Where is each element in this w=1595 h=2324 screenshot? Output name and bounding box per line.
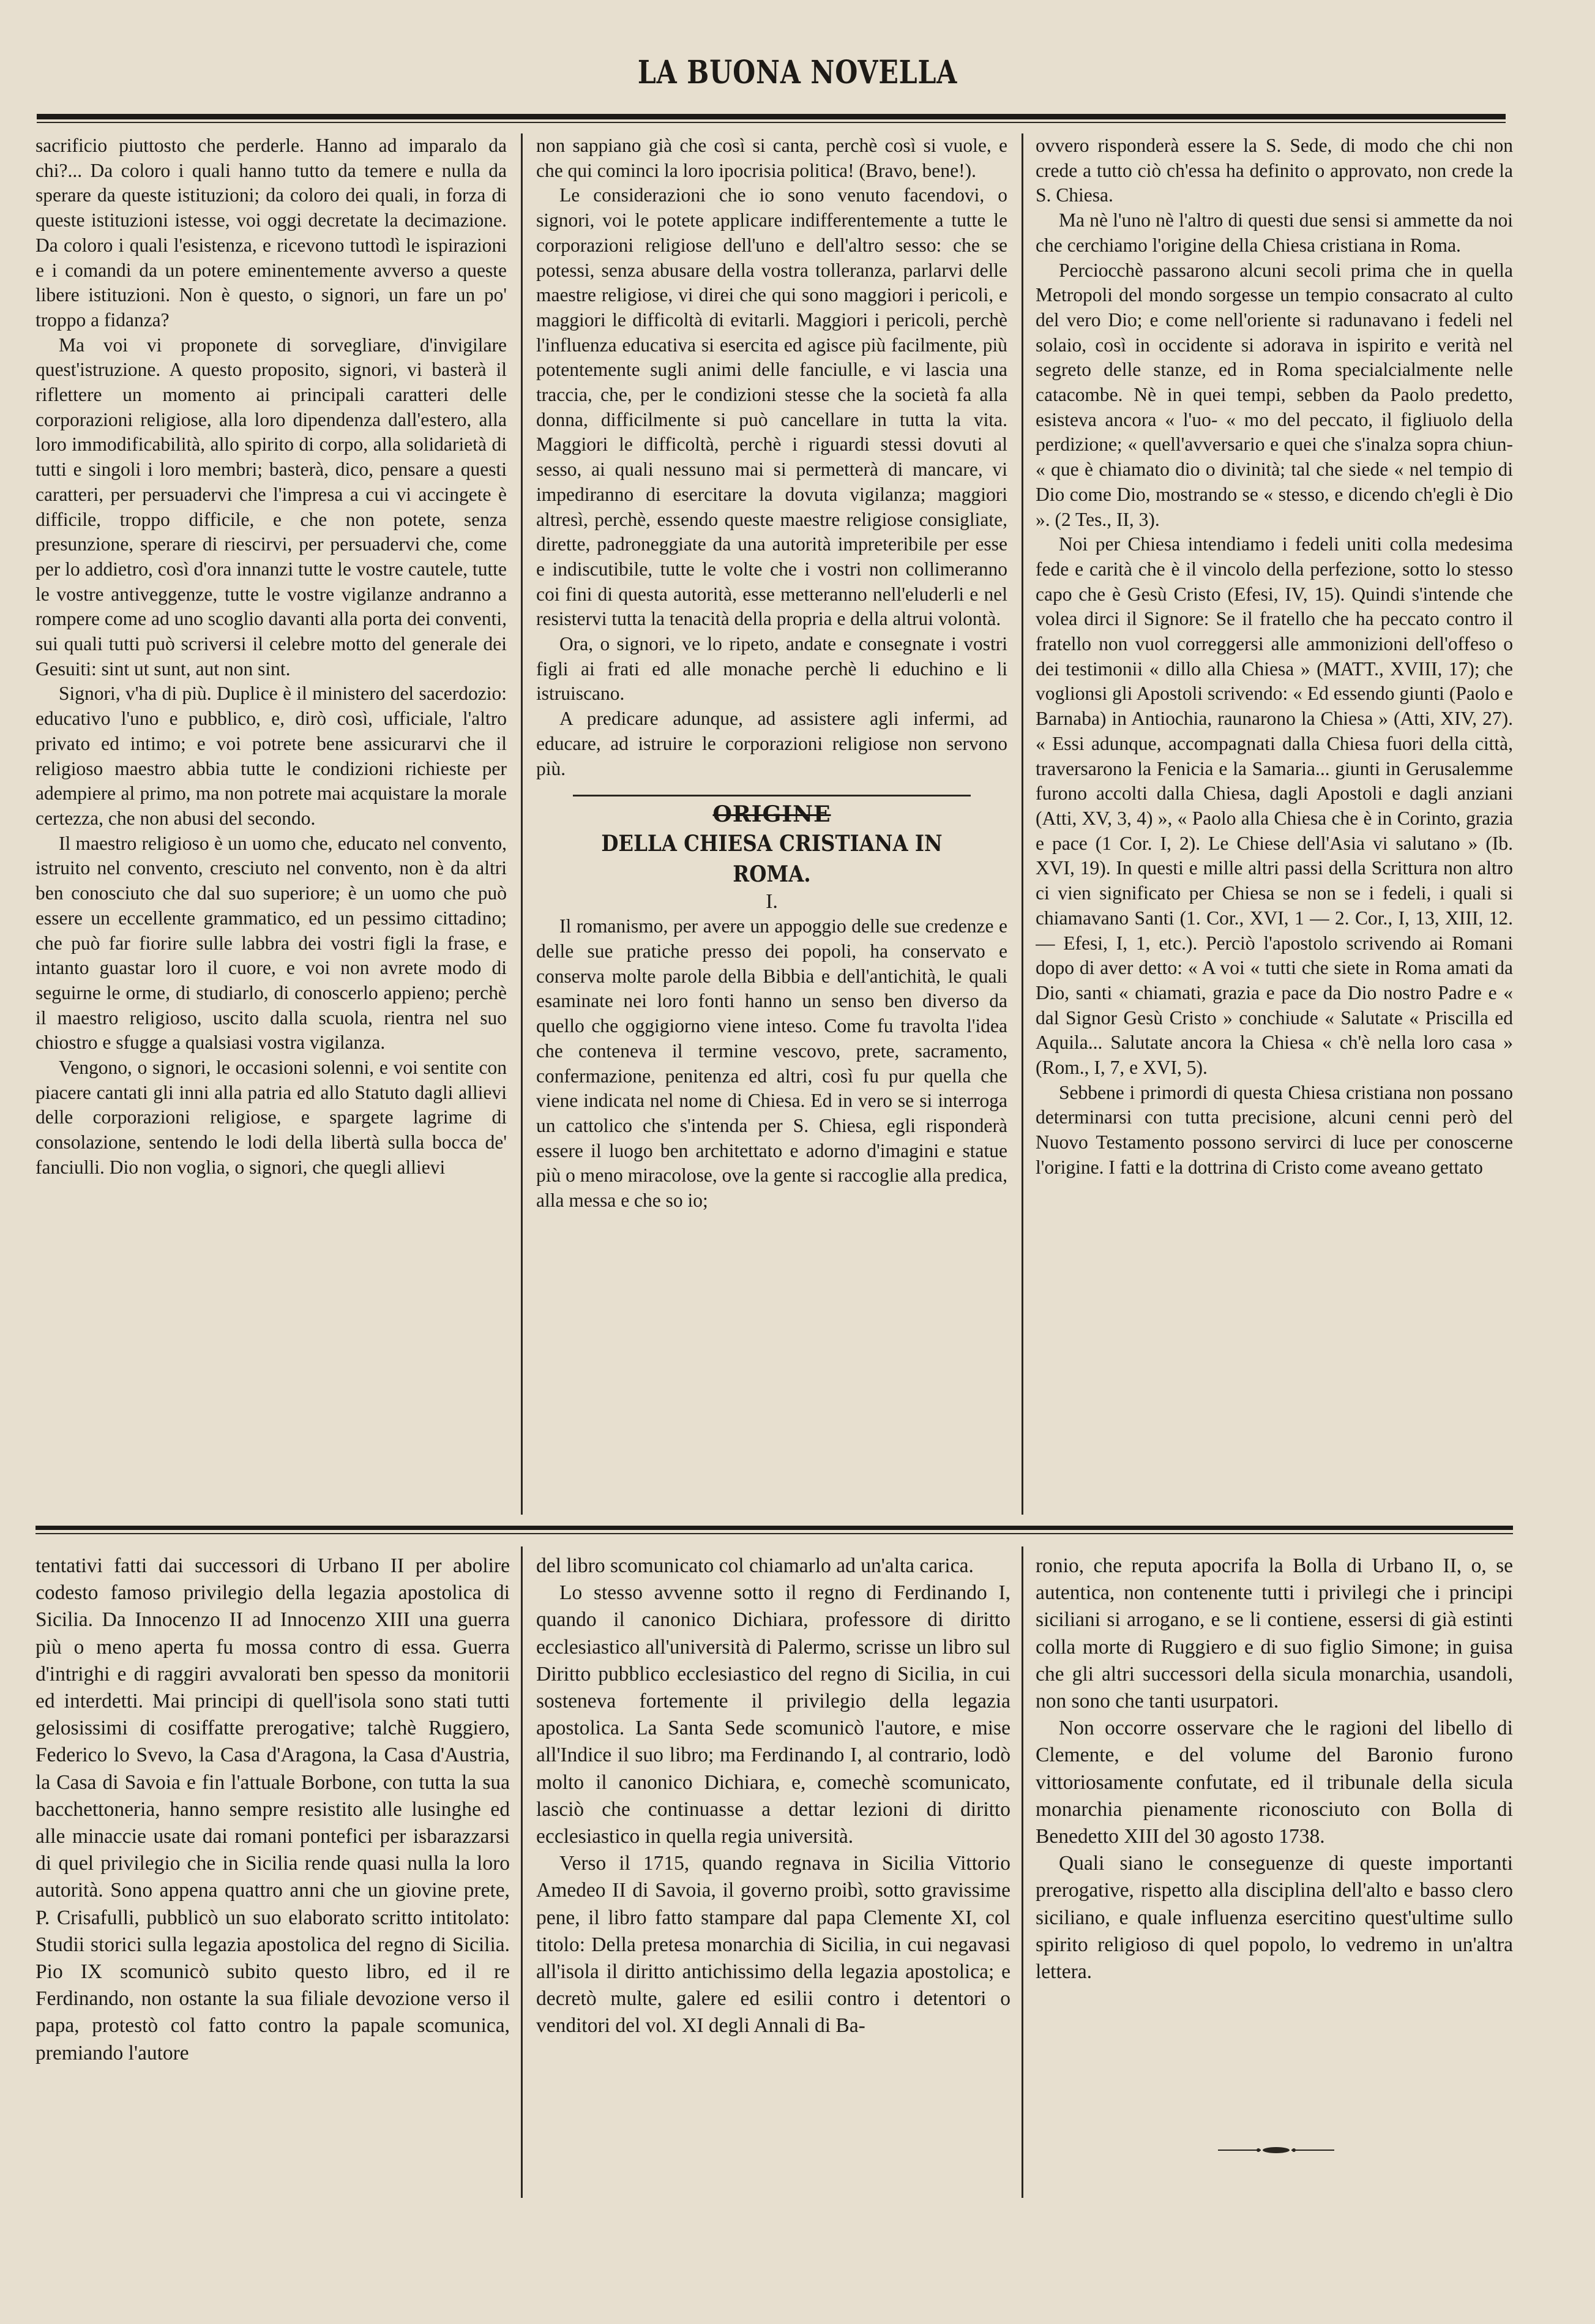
paragraph: Ma nè l'uno nè l'altro di questi due sensi si ammette da noi che cerchiamo l'origine della Chiesa cristiana in Roma. — [1036, 209, 1513, 256]
section-divider-rule — [35, 1526, 1513, 1530]
paragraph: Verso il 1715, quando regnava in Sicilia Vittorio Amedeo II di Savoia, il governo proibì, sotto gravissime pene, il libro fatto stampare dal papa Clemente XI, col titolo: Della pretesa monarchia di Sicilia, in cui negavasi all'isola il diritto antichissimo della legazia apostolica; e decretò multe, galere ed esilii contro i detentori o venditori del vol. XI degli Annali di Ba- — [536, 1852, 1010, 2037]
paragraph: Lo stesso avvenne sotto il regno di Ferdinando I, quando il canonico Dichiara, professore di diritto ecclesiastico all'università di Palermo, scrisse un libro sul Diritto pubblico ecclesiastico del regno di Sicilia, in cui sosteneva fortemente il privilegio della legazia apostolica. La Santa Sede scomunicò l'autore, e mise all'Indice il suo libro; ma Ferdinando I, al contrario, lodò molto il canonico Dichiara, e, comechè scomunicato, lasciò che continuasse a dettar lezioni di diritto ecclesiastico in quella regia università. — [536, 1581, 1010, 1848]
paragraph: del libro scomunicato col chiamarlo ad un'alta carica. — [536, 1554, 974, 1577]
lower-column-1 — [35, 1553, 510, 2195]
lower-column-2 — [536, 1553, 1010, 2195]
paragraph: Le considerazioni che io sono venuto facendovi, o signori, voi le potete applicare indifferentemente a tutte le corporazioni religiose dell'uno e dell'altro sesso: che se potessi, senza abusare della vostra tolleranza, parlarvi delle maestre religiose, vi direi che qui sono maggiori i pericoli, e maggiori le difficoltà di evitarli. Maggiori i pericoli, perchè l'influenza educativa si esercita ed agisce più facilmente, più potentemente sugli animi delle fanciulle, e vi lascia una traccia, che, per le condizioni stesse che la società fa alla donna, difficilmente si può cancellare in tutta la vita. Maggiori le difficoltà, perchè i riguardi stessi dovuti al sesso, ai quali nessuno mai si permetterà di mancare, vi impediranno di esercitare la dovuta vigilanza; maggiori altresì, perchè, essendo queste maestre religiose consigliate, dirette, padroneggiate da una autorità impreteribile per esse e indiscutibile, tutte le volte che i vostri non collimeranno coi fini di questa autorità, esse metteranno nell'eluderli e nel resistervi tutta la tenacità della propria e della altrui volontà. — [536, 184, 1007, 630]
column-divider — [521, 1546, 523, 2198]
paragraph: Vengono, o signori, le occasioni solenni, e voi sentite con piacere cantati gli inni alla patria ed allo Statuto dagli allievi delle corporazioni religiose, e spargete lagrime di consolazione, sentendo le lodi della libertà sulla bocca de' fanciulli. Dio non voglia, o signori, che quegli allievi — [35, 1057, 507, 1178]
paragraph: ovvero risponderà essere la S. Sede, di modo che chi non crede a tutto ciò ch'essa ha definito o approvato, non crede la S. Chiesa. — [1036, 135, 1513, 206]
paragraph: A predicare adunque, ad assistere agli infermi, ad educare, ad istruire le corporazioni religiose non servono più. — [536, 708, 1007, 779]
paragraph: sacrificio piuttosto che perderle. Hanno ad imparalo da chi?... Da coloro i quali hanno tutto da temere e nulla da sperare da queste istituzioni; da coloro dei quali, in forza di queste istituzioni istesse, voi oggi decretate la decimazione. Da coloro i quali l'esistenza, e ricevono tuttodì le ispirazioni e i comandi da un potere eminentemente avverso a queste libere istituzioni. Non è questo, o signori, un fare un po' troppo a fidanza? — [35, 135, 507, 331]
paragraph: Il maestro religioso è un uomo che, educato nel convento, istruito nel convento, cresciuto nel convento, non è da altri ben conosciuto che dal suo superiore; è un uomo che può essere un eccellente grammatico, ed un pessimo cittadino; che può far fiorire sulle labbra dei vostri figli la frase, e intanto guastar loro il cuore, e voi non avrete modo di seguirne le orme, di studiarlo, di conoscerlo appieno; perchè il maestro religioso, uscito dalla scuola, rientra nel suo chiostro e sfugge a qualsiasi vostra vigilanza. — [35, 832, 507, 1054]
paragraph: Non occorre osservare che le ragioni del libello di Clemente, e del volume del Baronio furono vittoriosamente confutate, ed il tribunale della sicula monarchia pienamente riconosciuto con Bolla di Benedetto XIII del 30 agosto 1738. — [1036, 1717, 1513, 1848]
paragraph: non sappiano già che così si canta, perchè così si vuole, e che qui cominci la loro ipocrisia politica! (Bravo, bene!). — [536, 135, 1007, 181]
column-divider — [1022, 1546, 1023, 2198]
upper-column-1 — [35, 133, 507, 1515]
paragraph: Ma voi vi proponete di sorvegliare, d'invigilare quest'istruzione. A questo proposito, signori, vi basterà il riflettere un momento ai principali caratteri delle corporazioni religiose, alla loro dipendenza dall'estero, alla loro immodificabilità, allo spirito di corpo, alla solidarietà di tutti e singoli i loro membri; basterà, dico, pensare a questi caratteri, per persuadervi che l'impresa a cui vi accingete è difficile, troppo difficile, e che non potete, senza presunzione, sperare di riescirvi, per persuadervi che, come per lo addietro, così d'ora innanzi tutte le vostre cautele, tutte le vostre antiveggenze, tutte le vostre vigilanze andranno a rompere come ad uno scoglio davanti alla porta dei conventi, sui quali tutti può scriversi il celebre motto del generale dei Gesuiti: sint ut sunt, aut non sint. — [35, 334, 507, 680]
paragraph: tentativi fatti dai successori di Urbano II per abolire codesto famoso privilegio della legazia apostolica di Sicilia. Da Innocenzo II ad Innocenzo XIII una guerra più o meno aperta fu mossa contro di essa. Guerra d'intrighi e di raggiri avvalorati ben spesso da monitorii ed interdetti. Mai principi di quell'isola sono stati tutti gelosissimi di cosiffatte prerogative; talchè Ruggiero, Federico lo Svevo, la Casa d'Aragona, la Casa d'Austria, la Casa di Savoia e fin l'attuale Borbone, con tutta la sua bacchettoneria, hanno sempre resistito alle lusinghe ed alle minaccie usate dai romani pontefici per isbarazzarsi di quel privilegio che in Sicilia rende quasi nulla la loro autorità. Sono appena quattro anni che un giovine prete, P. Crisafulli, pubblicò un suo elaborato scritto intitolato: Studii storici sulla legazia apostolica del regno di Sicilia. Pio IX scomunicò subito questo libro, ed il re Ferdinando, non ostante la sua filiale devozione verso il papa, protestò col fatto contro la papale scomunica, premiando l'autore — [35, 1554, 510, 2064]
paragraph: Ora, o signori, ve lo ripeto, andate e consegnate i vostri figli ai frati ed alle monache perchè li educhino e li istruiscano. — [536, 633, 1007, 705]
section-rule — [573, 795, 971, 797]
section-title: DELLA CHIESA CRISTIANA IN ROMA. — [601, 831, 943, 888]
upper-column-2 — [536, 133, 1007, 1515]
section-number: I. — [766, 890, 778, 913]
masthead-title: LA BUONA NOVELLA — [637, 54, 958, 91]
paragraph: Sebbene i primordi di questa Chiesa cristiana non possano determinarsi con tutta precisione, alcuni cenni però del Nuovo Testamento possono servirci di luce per conoscerne l'origine. I fatti e la dottrina di Cristo come aveano gettato — [1036, 1081, 1513, 1178]
masthead-rule — [37, 114, 1506, 119]
section-title-top: ORIGINE — [712, 801, 831, 828]
column-divider — [1022, 133, 1023, 1515]
paragraph: Signori, v'ha di più. Duplice è il ministero del sacerdozio: educativo l'uno e pubblico, e, dirò così, ufficiale, l'altro privato ed intimo; e voi potrete bene assicurarvi che il religioso maestro abbia tutte le condizioni richieste per adempiere al primo, ma non potrete mai acquistare la morale certezza, che non abusi del secondo. — [35, 683, 507, 829]
paragraph: Perciocchè passarono alcuni secoli prima che in quella Metropoli del mondo sorgesse un tempio consacrato al culto del vero Dio; e come nell'oriente si radunavano i fedeli nel solaio, così in occidente si adorava in ispirito e verità nel segreto delle stanze, ed in Roma specialcialmente nelle catacombe. Nè in quei tempi, sebben da Paolo predetto, esisteva ancora « l'uo- « mo del peccato, il figliuolo della perdizione; « quell'avversario e quei che s'inalza sopra chiun- « que è chiamato dio o divinità; tal che siede « nel tempio di Dio come Dio, mostrando se « stesso, e dicendo ch'egli è Dio ». (2 Tes., II, 3). — [1036, 259, 1513, 530]
masthead-rule-thin — [37, 122, 1506, 123]
paragraph: Quali siano le conseguenze di queste importanti prerogative, rispetto alla disciplina dell'alto e basso clero siciliano, e quale influenza esercitino quest'ultime sullo spirito religioso di quel popolo, lo vedremo in un'altra lettera. — [1036, 1852, 1513, 1984]
end-ornament-icon — [1218, 2143, 1334, 2157]
paragraph: Noi per Chiesa intendiamo i fedeli uniti colla medesima fede e carità che è il vincolo della perfezione, sotto lo stesso capo che è Gesù Cristo (Efesi, IV, 15). Quindi s'intende che volea dirci il Signore: Se il fratello che ha peccato contro il fratello non vuol correggersi alle ammonizioni dell'offeso o dei testimonii « dillo alla Chiesa » (MATT., XVIII, 17); che voglionsi gli Apostoli scrivendo: « Ed essendo giunti (Paolo e Barnaba) in Antiochia, raunarono la Chiesa » (Atti, XIV, 27). « Essi adunque, accompagnati dalla Chiesa fuori della città, traversarono la Fenicia e la Samaria... giunti in Gerusalemme furono accolti dalla Chiesa, dagli Apostoli e dagli anziani (Atti, XV, 3, 4) », « Paolo alla Chiesa che è in Corinto, grazia e pace (1 Cor. I, 2). Le Chiese dell'Asia vi salutano » (Ib. XVI, 19). In questi e mille altri passi della Scrittura non altro ci vien significato per Chiesa se non se i fedeli, i quali si chiamavano Santi (1. Cor., XVI, 1 — 2. Cor., I, 13, XIII, 12. — Efesi, I, 1, etc.). Perciò l'apostolo scrivendo ai Romani dopo di aver detto: « A voi « tutti che siete in Roma amati da Dio, santi « chiamati, grazia e pace da Dio nostro Padre e « dal Signor Gesù Cristo » conchiude « Salutate « Priscilla ed Aquila... Salutate ancora la Chiesa « ch'è nella loro casa » (Rom., I, 7, e XVI, 5). — [1036, 533, 1513, 1079]
section-divider-rule-thin — [35, 1533, 1513, 1534]
lower-column-3 — [1036, 1553, 1513, 2140]
column-divider — [521, 133, 523, 1515]
paragraph: Il romanismo, per avere un appoggio delle sue credenze e delle sue pratiche presso dei popoli, ha conservato e conserva molte parole della Bibbia e dell'antichità, le quali esaminate nei loro fonti hanno un senso ben diverso da quello che oggigiorno viene inteso. Come fu travolta l'idea che conteneva il termine vescovo, prete, sacramento, confermazione, penitenza ed altri, così fu pur quella che viene indicata nel nome di Chiesa. Ed in vero se si interroga un cattolico che s'intenda per S. Chiesa, egli risponderà essere il luogo ben architettato e adorno d'imagini e statue più o meno miracolose, ove la gente si raccoglie alla predica, alla messa e che so io; — [536, 915, 1007, 1212]
upper-column-3 — [1036, 133, 1513, 1515]
paragraph: ronio, che reputa apocrifa la Bolla di Urbano II, o, se autentica, non contenente tutti i privilegi che i principi siciliani si arrogano, e se li contiene, essersi di già estinti colla morte di Ruggiero e di suo figlio Simone; in guisa che gli altri successori della sicula monarchia, usandoli, non sono che tanti usurpatori. — [1036, 1554, 1513, 1713]
